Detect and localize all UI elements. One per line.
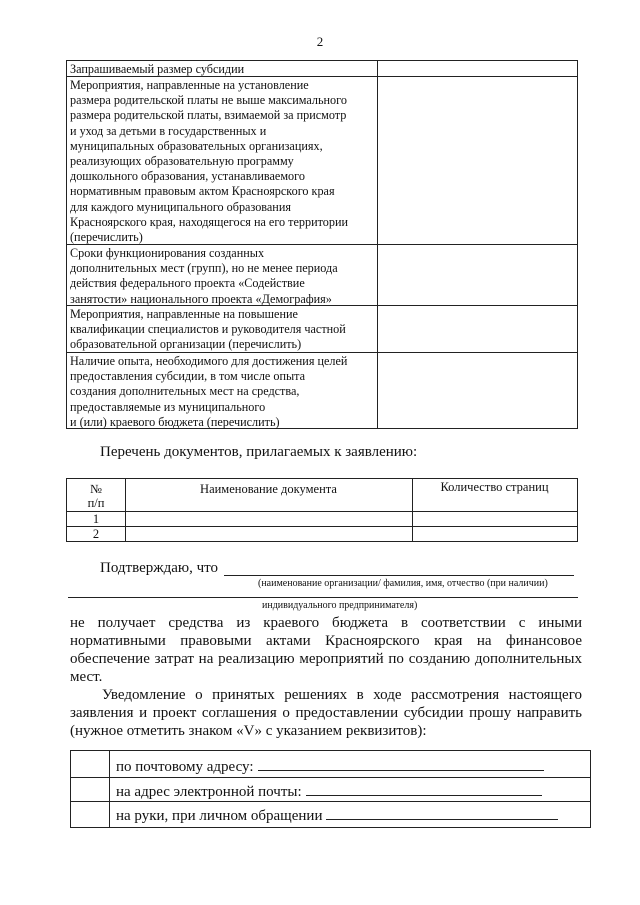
text-line: Сроки функционирования созданных (70, 246, 265, 260)
header-line: п/п (87, 496, 105, 510)
text-line: предоставляемые из муниципального (70, 399, 266, 414)
entrepreneur-caption: индивидуального предпринимателя) (262, 600, 418, 611)
text-line: предоставления субсидии, в том числе опыта (70, 369, 306, 384)
text-line: Наличие опыта, необходимого для достижения целей (70, 354, 348, 368)
text-line: Мероприятия, направленные на установление (70, 78, 309, 92)
organization-caption: (наименование организации/ фамилия, имя, отчество (при наличии) (258, 578, 548, 589)
text-line: Красноярского края, находящегося на его территории (70, 214, 349, 229)
postal-option (116, 756, 544, 776)
training-measures-label (70, 307, 374, 353)
page-count-field[interactable] (414, 513, 575, 525)
experience-label (70, 354, 374, 430)
option-label: на адрес электронной почты: (116, 784, 302, 800)
text-line: нормативными правовыми актами Красноярского края на финансовое (70, 633, 582, 649)
confirm-paragraph (70, 614, 582, 686)
text-line: и уход за детьми в государственных и (70, 123, 267, 138)
text-line: квалификации специалистов и руководителя частной (70, 322, 346, 337)
text-line: (перечислить) (70, 230, 143, 245)
document-name-field[interactable] (127, 528, 410, 540)
column-divider (109, 751, 110, 827)
text-line: заявления и проект соглашения о предоставлении субсидии прошу направить (70, 705, 582, 721)
in-person-option (116, 805, 558, 825)
text-line: создания дополнительных мест на средства, (70, 384, 300, 399)
email-option (116, 781, 542, 801)
text-line: для каждого муниципального образования (70, 199, 291, 214)
operation-period-label (70, 246, 374, 307)
option-label: на руки, при личном обращении (116, 808, 323, 824)
row-number: 2 (92, 527, 100, 541)
page-number: 2 (316, 34, 324, 49)
option-label: по почтовому адресу: (116, 759, 254, 775)
row-divider (71, 801, 590, 802)
subsidy-amount-label: Запрашиваемый размер субсидии (70, 62, 245, 76)
text-line: реализующих образовательную программу (70, 154, 294, 169)
text-line: не получает средства из краевого бюджета в соответствии с иными (70, 615, 582, 631)
text-line: дополнительных мест (групп), но не менее периода (70, 261, 338, 276)
text-line: мест. (70, 669, 103, 685)
postal-address-field[interactable] (258, 756, 544, 771)
postal-checkbox[interactable] (73, 753, 107, 775)
document-name-field[interactable] (127, 513, 410, 525)
organization-name-field[interactable] (224, 575, 574, 576)
text-line: Мероприятия, направленные на повышение (70, 307, 298, 321)
delivery-options-table (70, 750, 591, 828)
text-line: размера родительской платы, взимаемой за присмотр (70, 108, 347, 123)
notification-paragraph (70, 686, 582, 740)
text-line: занятости» национального проекта «Демография» (70, 291, 332, 306)
parental-fee-measures-label (70, 78, 374, 245)
documents-heading: Перечень документов, прилагаемых к заявлению: (100, 444, 418, 460)
page-count-header: Количество страниц (440, 480, 549, 494)
text-line: образовательной организации (перечислить) (70, 337, 302, 352)
header-line: № (90, 482, 102, 496)
page-count-field[interactable] (414, 528, 575, 540)
text-line: нормативным правовым актом Красноярского края (70, 184, 335, 199)
number-column-header (67, 482, 125, 510)
email-address-field[interactable] (306, 781, 542, 796)
row-divider (67, 511, 577, 512)
in-person-details-field[interactable] (326, 805, 558, 820)
subsidy-table (66, 60, 578, 429)
document-name-header: Наименование документа (200, 482, 337, 496)
row-number: 1 (92, 512, 100, 526)
documents-table (66, 478, 578, 542)
text-line: Уведомление о принятых решениях в ходе рассмотрения настоящего (102, 687, 582, 703)
text-line: действия федерального проекта «Содействие (70, 276, 305, 291)
confirm-lead: Подтверждаю, что (100, 560, 219, 576)
organization-name-field-line2[interactable] (68, 597, 578, 598)
text-line: и (или) краевого бюджета (перечислить) (70, 414, 280, 429)
text-line: обеспечение затрат на реализацию мероприятий по созданию дополнительных (70, 651, 582, 667)
email-checkbox[interactable] (73, 779, 107, 799)
in-person-checkbox[interactable] (73, 803, 107, 825)
text-line: дошкольного образования, устанавливаемого (70, 169, 305, 184)
row-divider (67, 526, 577, 527)
text-line: размера родительской платы не выше максимального (70, 93, 347, 108)
text-line: (нужное отметить знаком «V» с указанием реквизитов): (70, 723, 427, 739)
row-divider (71, 777, 590, 778)
text-line: муниципальных образовательных организациях, (70, 138, 323, 153)
